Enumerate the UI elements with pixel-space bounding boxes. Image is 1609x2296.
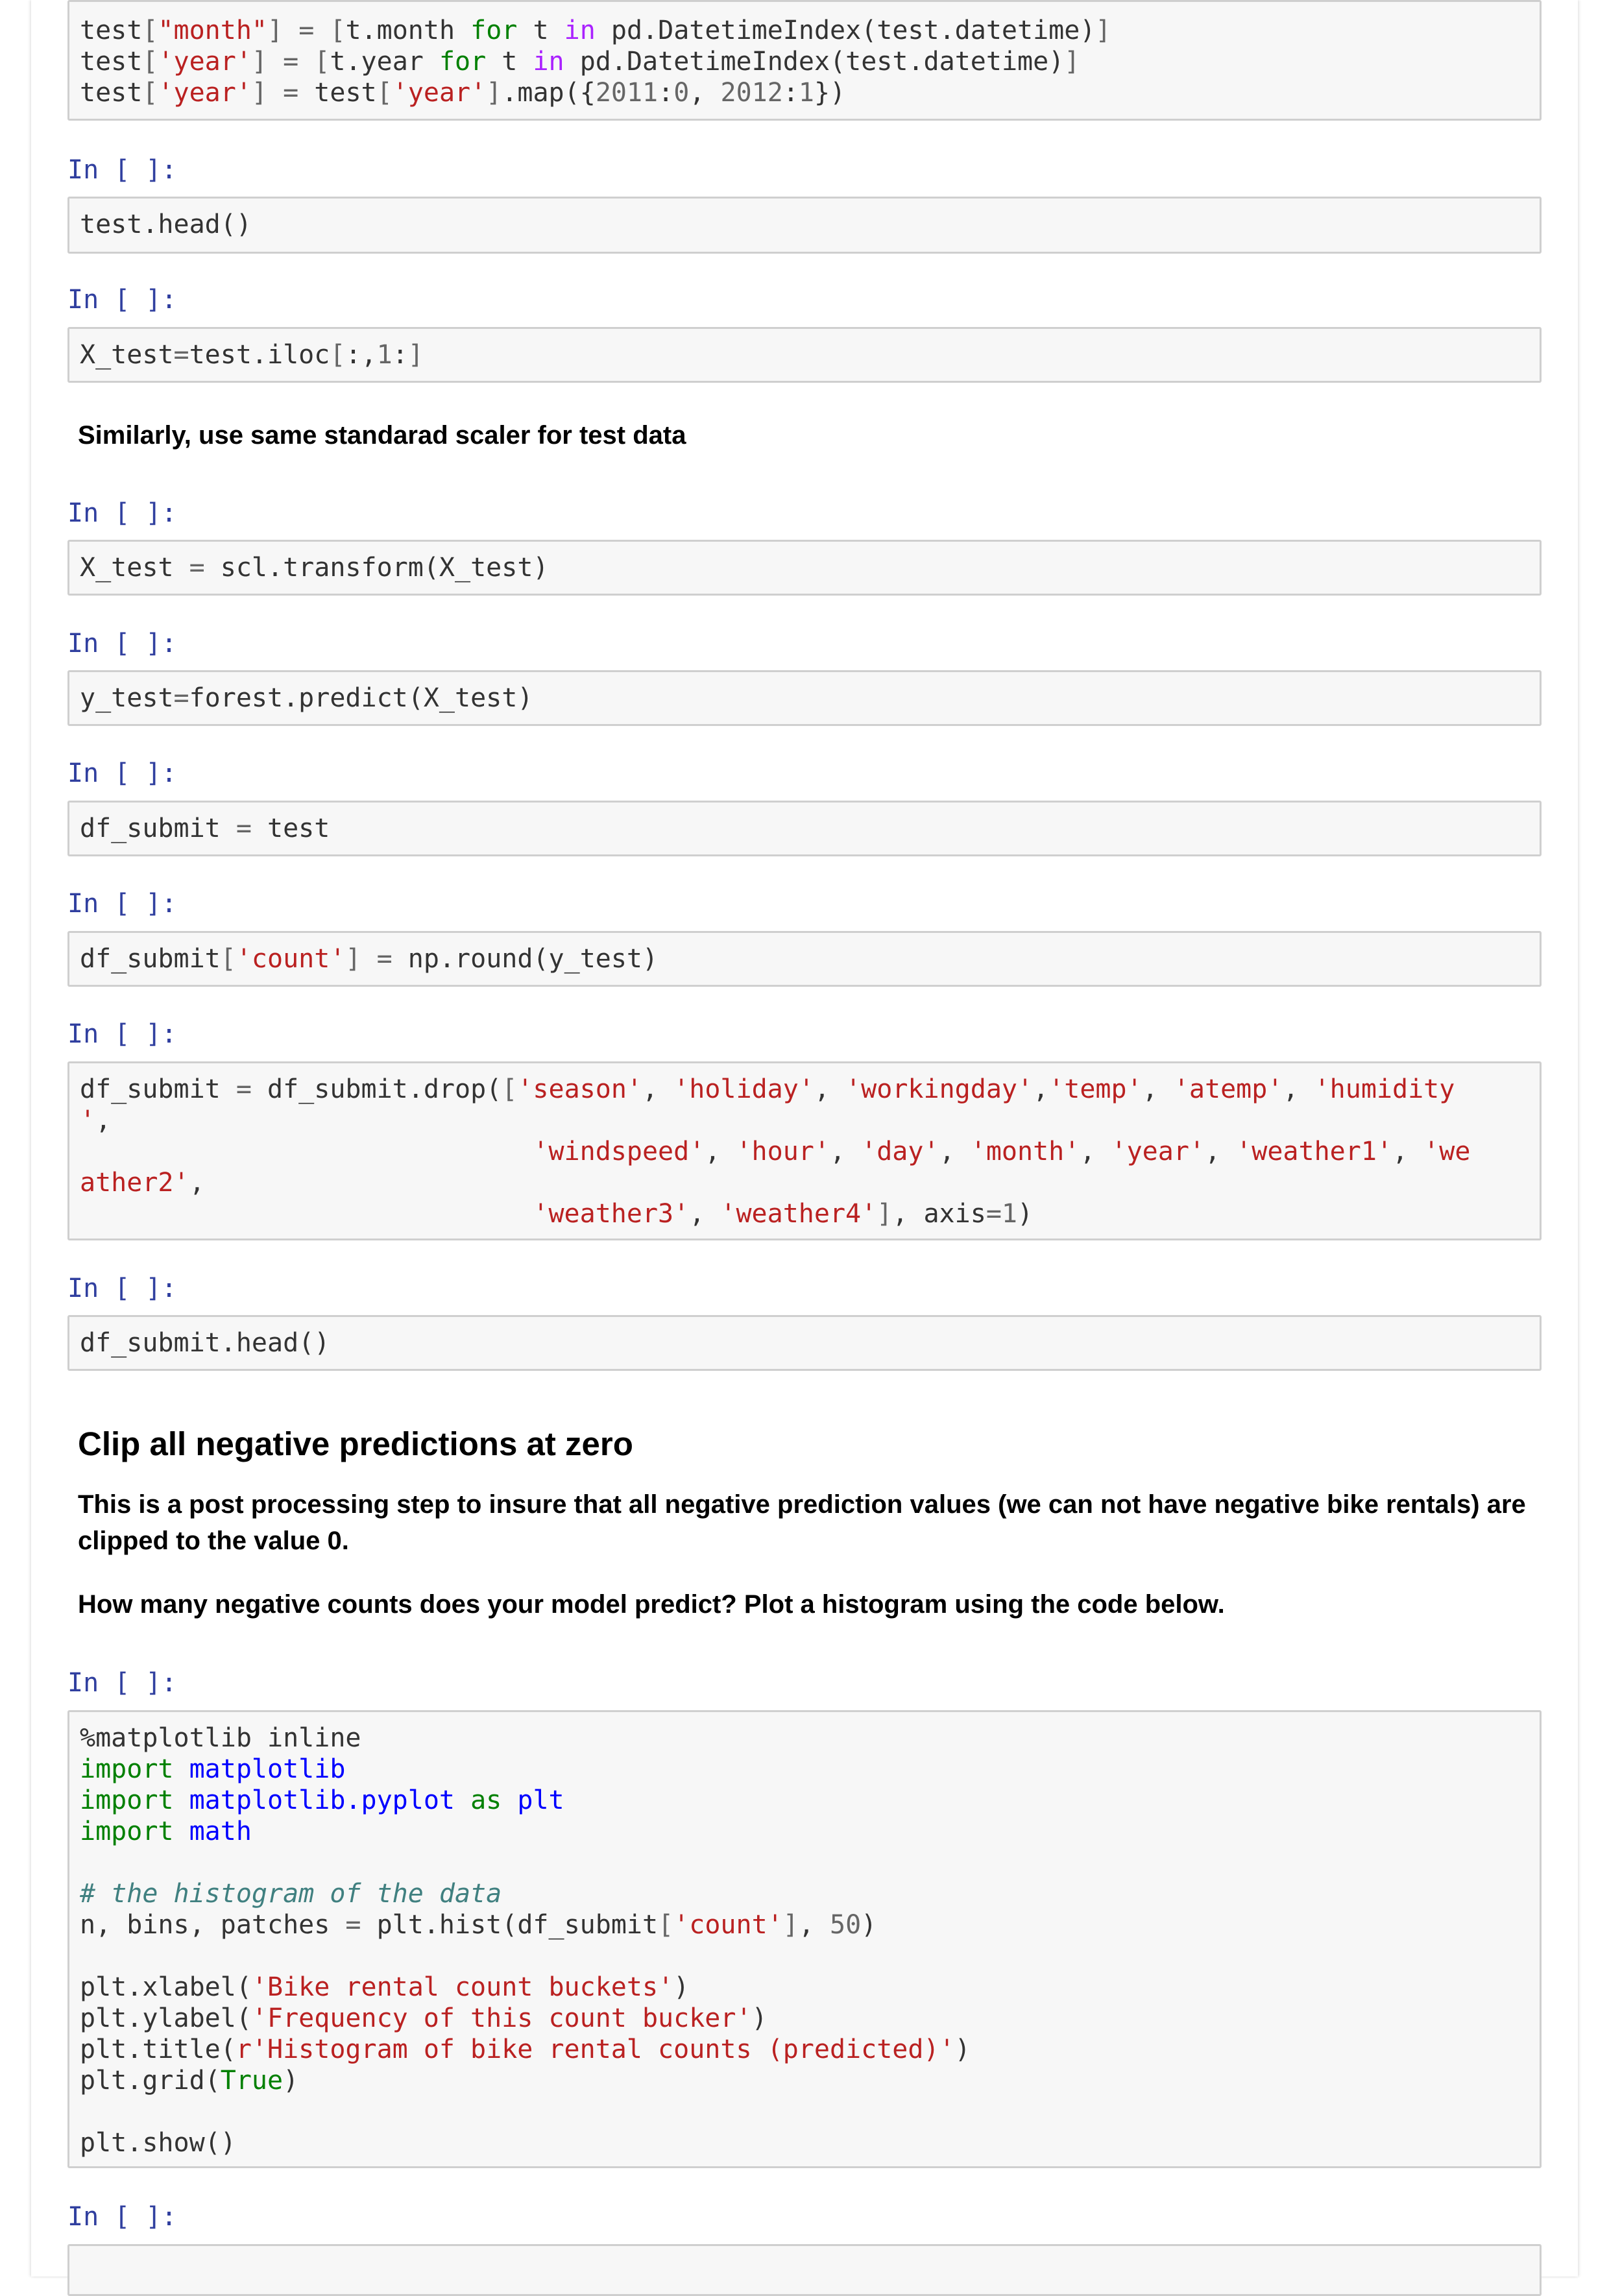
section-heading: Clip all negative predictions at zero [78,1425,633,1462]
code-token: .map({ [502,78,596,108]
code-line [80,1198,1529,1229]
code-token: as [470,1785,502,1815]
code-token: test [80,47,143,77]
code-token: ) [861,1910,877,1940]
code-token: 'weather4' [720,1199,877,1229]
code-token: %matplotlib inline [80,1723,361,1753]
code-token: pd.DatetimeIndex(test.datetime) [595,16,1096,45]
code-token: t [517,16,564,45]
code-line [80,46,1529,77]
input-prompt: In [ ]: [67,498,177,528]
code-token: : [392,340,408,370]
code-token [455,1785,470,1815]
code-token: [ [142,78,158,108]
input-prompt: In [ ]: [67,2202,177,2232]
code-token: [ [142,16,158,45]
code-token: test.head() [80,210,252,239]
code-token: matplotlib.pyplot [189,1785,455,1815]
code-line [80,683,1529,714]
code-line [80,1105,1529,1136]
code-token: X_test [80,340,174,370]
code-line [80,1847,1529,1878]
code-line [80,2034,1529,2065]
input-prompt: In [ ]: [67,1668,177,1698]
code-token: 1 [1001,1199,1017,1229]
code-line [80,209,1529,240]
code-token: ) [283,2066,299,2096]
code-token: ] [486,78,502,108]
code-token: "month" [158,16,267,45]
code-line [80,1722,1529,1754]
input-prompt: In [ ]: [67,155,177,185]
code-cell-x-test-iloc[interactable] [67,327,1542,383]
code-token: pd.DatetimeIndex(test.datetime) [564,47,1065,77]
code-token [174,1817,189,1846]
code-token: = [283,78,299,108]
code-token: , [705,1137,736,1166]
code-token: r'Histogram of bike rental counts (predicted)' [236,2035,955,2064]
code-token: scl.transform(X_test) [204,553,549,583]
code-token: ' [80,1106,96,1135]
code-token: test [80,78,143,108]
code-cell-empty[interactable] [67,2244,1542,2296]
code-line [80,2096,1529,2127]
code-token: : [782,78,799,108]
input-prompt: In [ ]: [67,758,177,788]
code-token: 'count' [673,1910,783,1940]
code-cell-drop-columns[interactable] [67,1061,1542,1240]
code-token: 'atemp' [1173,1074,1283,1104]
code-line [80,1754,1529,1785]
code-token: matplotlib [189,1754,346,1784]
code-token: ] [407,340,424,370]
code-token: , [829,1137,862,1166]
code-token: ) [673,1972,690,2002]
markdown-scaler-note: Similarly, use same standarad scaler for test data [78,421,686,450]
code-token: plt.ylabel( [80,2003,252,2033]
code-token: import [80,1817,174,1846]
code-line [80,1940,1529,1972]
code-token: , [798,1910,830,1940]
code-token: [ [376,78,393,108]
code-token: [ [142,47,158,77]
code-line [80,1327,1529,1359]
code-token: , [95,1106,112,1135]
code-line [80,1136,1529,1167]
code-token: , axis [892,1199,986,1229]
code-cell-forest-predict[interactable] [67,670,1542,726]
code-token [283,16,298,45]
code-token: t.month [345,16,471,45]
code-line [80,1972,1529,2003]
code-token: [ [330,340,346,370]
code-token: ] [1064,47,1080,77]
code-token: t [486,47,533,77]
code-token: : [658,78,674,108]
code-token: ] [1095,16,1111,45]
code-line [80,2003,1529,2034]
code-line [80,1074,1529,1105]
code-token: , [689,78,721,108]
code-token: 1 [376,340,393,370]
code-token [267,78,283,108]
code-token: for [470,16,518,45]
code-token: t.year [330,47,439,77]
code-token: = [236,814,252,843]
code-token: 'temp' [1048,1074,1143,1104]
code-token: 0 [673,78,690,108]
input-prompt: In [ ]: [67,629,177,659]
code-token: n, bins, patches [80,1910,346,1940]
code-token: forest.predict(X_test) [189,683,533,713]
code-token [174,1754,189,1784]
code-token: = [283,47,299,77]
code-token: test [251,814,330,843]
code-token: = [376,944,393,974]
code-token: = [345,1910,361,1940]
code-token: 'Bike rental count buckets' [251,1972,674,2002]
code-token: , [939,1137,971,1166]
code-token: 50 [830,1910,862,1940]
code-line [80,1167,1529,1198]
markdown-histogram-question: How many negative counts does your model predict? Plot a histogram using the code below. [78,1590,1225,1619]
code-token: [ [330,16,346,45]
code-token: ] [345,944,361,974]
code-token [80,1137,533,1166]
code-token: 'windspeed' [533,1137,705,1166]
code-token: 'weather3' [533,1199,690,1229]
code-line [80,2127,1529,2158]
code-token: = [173,340,189,370]
code-cell-histogram[interactable] [67,1710,1542,2168]
code-token: 'we [1423,1137,1471,1166]
code-token: [ [314,47,330,77]
code-line [80,339,1529,370]
code-token: 'workingday' [845,1074,1034,1104]
code-token: df_submit.head() [80,1328,330,1358]
code-line [80,1816,1529,1847]
code-token: plt.xlabel( [80,1972,252,2002]
code-line [80,1909,1529,1940]
code-token [267,47,283,77]
code-token: 'count' [236,944,346,974]
markdown-clip-description: This is a post processing step to insure that all negative prediction values (we can not have negative bike rentals) are clipped to the value 0. [78,1490,1526,1555]
code-token [80,1199,533,1229]
code-token: [ [658,1910,674,1940]
code-token: ] [267,16,284,45]
code-token: test [80,16,143,45]
code-token: df_submit.drop( [251,1074,502,1104]
code-token: # the histogram of the data [80,1879,502,1909]
code-token: }) [814,78,846,108]
code-token: 'month' [970,1137,1080,1166]
code-token: 'year' [1111,1137,1205,1166]
code-cell-test-head[interactable] [67,197,1542,254]
code-token: 'year' [158,47,252,77]
code-token: , [814,1074,846,1104]
code-token: 1 [798,78,815,108]
code-token: import [80,1754,174,1784]
code-token: df_submit [80,814,236,843]
code-token: plt.hist(df_submit [361,1910,659,1940]
code-token: [ [220,944,236,974]
code-token [174,1785,189,1815]
code-token: , [1392,1137,1424,1166]
code-line [80,1878,1529,1909]
code-token: y_test [80,683,174,713]
code-line [80,2065,1529,2096]
code-token: ] [782,1910,799,1940]
code-token: 'season' [517,1074,642,1104]
code-token: in [533,47,564,77]
input-prompt: In [ ]: [67,1274,177,1303]
code-token [361,944,377,974]
code-token: = [189,553,205,583]
code-token: plt.grid( [80,2066,221,2096]
input-prompt: In [ ]: [67,1019,177,1049]
code-token: 'year' [158,78,252,108]
code-token: 'day' [861,1137,939,1166]
code-token: = [173,683,189,713]
code-token: df_submit [80,1074,236,1104]
code-token: , [1204,1137,1237,1166]
code-token [502,1785,517,1815]
code-line [80,1785,1529,1816]
code-token: np.round(y_test) [392,944,659,974]
code-cell-round-count[interactable] [67,931,1542,987]
code-token: ] [251,78,268,108]
input-prompt: In [ ]: [67,889,177,919]
code-token: :, [345,340,377,370]
code-token [298,47,314,77]
code-token: , [189,1168,205,1198]
code-token: import [80,1785,174,1815]
code-cell-scale-transform[interactable] [67,540,1542,596]
code-line [80,943,1529,974]
code-token: 'humidity [1314,1074,1455,1104]
code-token: , [642,1074,674,1104]
code-line [80,77,1529,108]
code-token: 2012 [720,78,783,108]
code-token: plt.show() [80,2128,236,2158]
code-token: 'Frequency of this count bucker' [251,2003,752,2033]
code-token: , [1080,1137,1111,1166]
code-token: [ [502,1074,518,1104]
code-token: ] [877,1199,893,1229]
code-token: for [439,47,487,77]
code-token: ) [954,2035,971,2064]
code-line [80,552,1529,583]
code-token: = [236,1074,252,1104]
code-token: ) [1017,1199,1034,1229]
code-token: , [1283,1074,1314,1104]
code-token: ) [751,2003,768,2033]
code-token: 'holiday' [673,1074,814,1104]
code-token: = [986,1199,1002,1229]
code-token: , [689,1199,721,1229]
code-token: 'hour' [736,1137,830,1166]
code-token: True [220,2066,284,2096]
code-token: 'year' [392,78,487,108]
code-token: ather2' [80,1168,189,1198]
code-line [80,813,1529,844]
notebook-page [31,0,1578,2277]
code-cell-submit-head[interactable] [67,1315,1542,1371]
code-token: math [189,1817,252,1846]
code-token: X_test [80,553,189,583]
code-token: 2011 [595,78,659,108]
code-token: test [298,78,377,108]
code-line [80,15,1529,46]
code-token: test.iloc [189,340,330,370]
input-prompt: In [ ]: [67,285,177,315]
code-token: plt.title( [80,2035,236,2064]
code-token: df_submit [80,944,221,974]
code-token: in [564,16,596,45]
code-token [314,16,330,45]
code-token: = [298,16,315,45]
code-token: plt [517,1785,564,1815]
code-cell-df-submit[interactable] [67,801,1542,856]
code-token: ] [251,47,268,77]
code-cell-month-year[interactable] [67,0,1542,121]
code-token: , [1142,1074,1174,1104]
code-token: 'weather1' [1236,1137,1392,1166]
code-token: , [1033,1074,1049,1104]
